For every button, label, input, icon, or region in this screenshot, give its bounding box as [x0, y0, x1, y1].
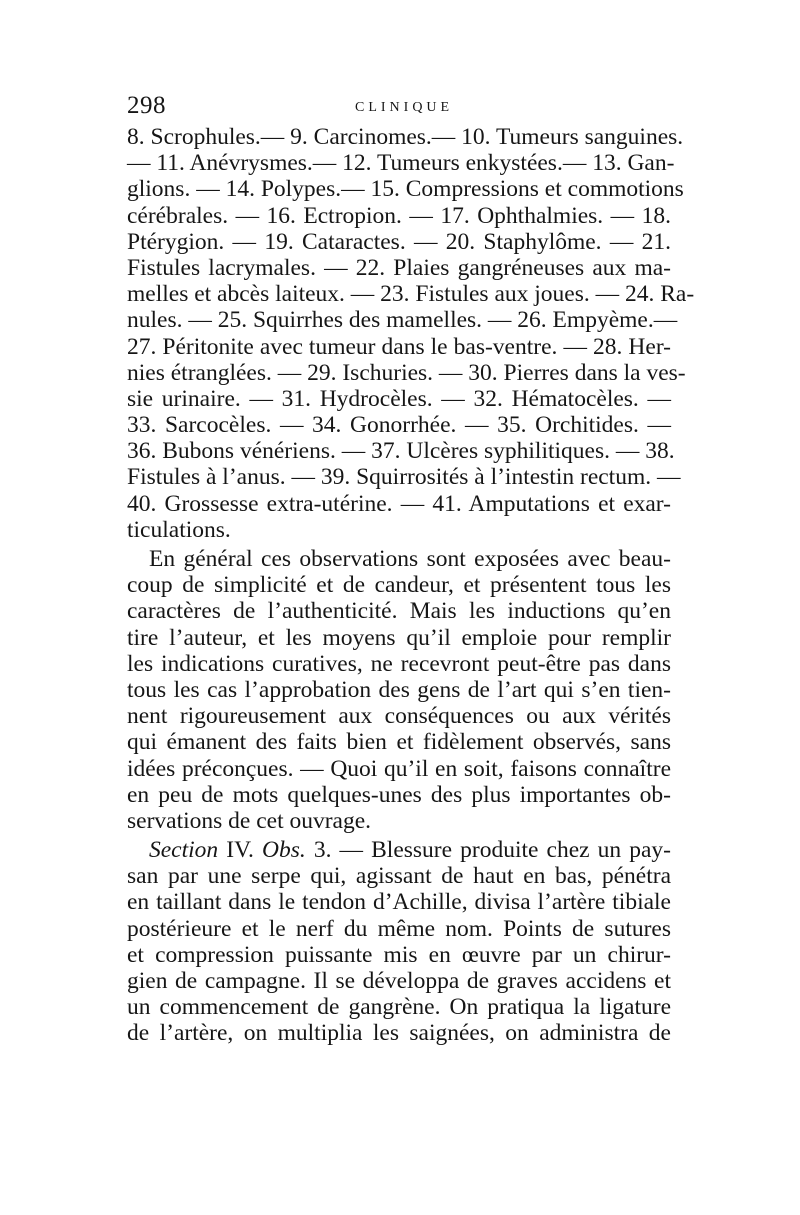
text-line: servations de cet ouvrage.	[127, 807, 372, 834]
text-line: ticulations.	[127, 516, 231, 543]
obs-label: Obs.	[261, 837, 306, 864]
text-line: en peu de mots quelques-unes des plus importantes ob-	[127, 781, 671, 808]
text-line: coup de simplicité et de candeur, et présentent tous les	[127, 572, 671, 599]
text-line: tous les cas l’approbation des gens de l’art qui s’en tien-	[127, 676, 671, 703]
text-line: 8. Scrophules.— 9. Carcinomes.— 10. Tumeurs sanguines.	[127, 124, 684, 150]
text-line: 33. Sarcocèles. — 34. Gonorrhée. — 35. Orchitides. —	[127, 412, 671, 439]
text-line: sie urinaire. — 31. Hydrocèles. — 32. Hématocèles. —	[127, 385, 671, 412]
text-line: nent rigoureusement aux conséquences ou aux vérités	[127, 703, 671, 730]
body-text	[127, 124, 695, 1047]
text-line: nies étranglées. — 29. Ischuries. — 30. Pierres dans la ves-	[127, 359, 686, 386]
text-line: — 11. Anévrysmes.— 12. Tumeurs enkystées.— 13. Gan-	[127, 150, 675, 177]
text-line: melles et abcès laiteux. — 23. Fistules aux joues. — 24. Ra-	[127, 281, 695, 308]
text-line: idées préconçues. — Quoi qu’il en soit, faisons connaître	[127, 755, 671, 782]
text-line: san par une serpe qui, agissant de haut en bas, pénétra	[127, 863, 671, 890]
text-line: 36. Bubons vénériens. — 37. Ulcères syphilitiques. — 38.	[127, 438, 675, 465]
list-paragraph	[127, 124, 695, 543]
general-paragraph	[127, 546, 671, 834]
text-line: les indications curatives, ne recevront peut-être pas dans	[127, 650, 671, 677]
text-line: En général ces observations sont exposées avec beau-	[149, 546, 671, 572]
text-line: un commencement de gangrène. On pratiqua la ligature	[127, 994, 671, 1021]
text-line: de l’artère, on multiplia les saignées, on administra de	[127, 1020, 671, 1047]
text-line: qui émanent des faits bien et fidèlement observés, sans	[127, 729, 671, 756]
page-header	[127, 92, 687, 122]
text-line: nules. — 25. Squirrhes des mamelles. — 26. Empyème.—	[127, 307, 678, 334]
text-line: tire l’auteur, et les moyens qu’il emploie pour remplir	[127, 624, 671, 651]
text-line: caractères de l’authenticité. Mais les inductions qu’en	[127, 598, 671, 625]
text-line: postérieure et le nerf du même nom. Points de sutures	[127, 915, 671, 942]
text-line: et compression puissante mis en œuvre par un chirur-	[127, 941, 671, 968]
text-line: glions. — 14. Polypes.— 15. Compressions et commotions	[127, 176, 684, 203]
section-paragraph	[127, 837, 671, 1047]
text-segment: 3. — Blessure produite chez un pay-	[305, 837, 671, 864]
section-number: IV.	[218, 837, 262, 864]
running-head: CLINIQUE	[355, 100, 454, 115]
text-line: Fistules à l’anus. — 39. Squirrosités à l’intestin rectum. —	[127, 464, 681, 491]
text-line: en taillant dans le tendon d’Achille, divisa l’artère tibiale	[127, 889, 671, 916]
text-line: 40. Grossesse extra-utérine. — 41. Amputations et exar-	[127, 490, 671, 517]
text-line: 27. Péritonite avec tumeur dans le bas-ventre. — 28. Her-	[127, 333, 671, 360]
text-line: Fistules lacrymales. — 22. Plaies gangréneuses aux ma-	[127, 254, 671, 281]
text-line: Ptérygion. — 19. Cataractes. — 20. Staphylôme. — 21.	[127, 228, 671, 255]
section-label: Section	[149, 837, 219, 864]
text-line: gien de campagne. Il se développa de graves accidens et	[127, 968, 671, 994]
text-line: cérébrales. — 16. Ectropion. — 17. Ophthalmies. — 18.	[127, 202, 671, 229]
page-number: 298	[127, 92, 166, 119]
text-line	[127, 837, 671, 863]
